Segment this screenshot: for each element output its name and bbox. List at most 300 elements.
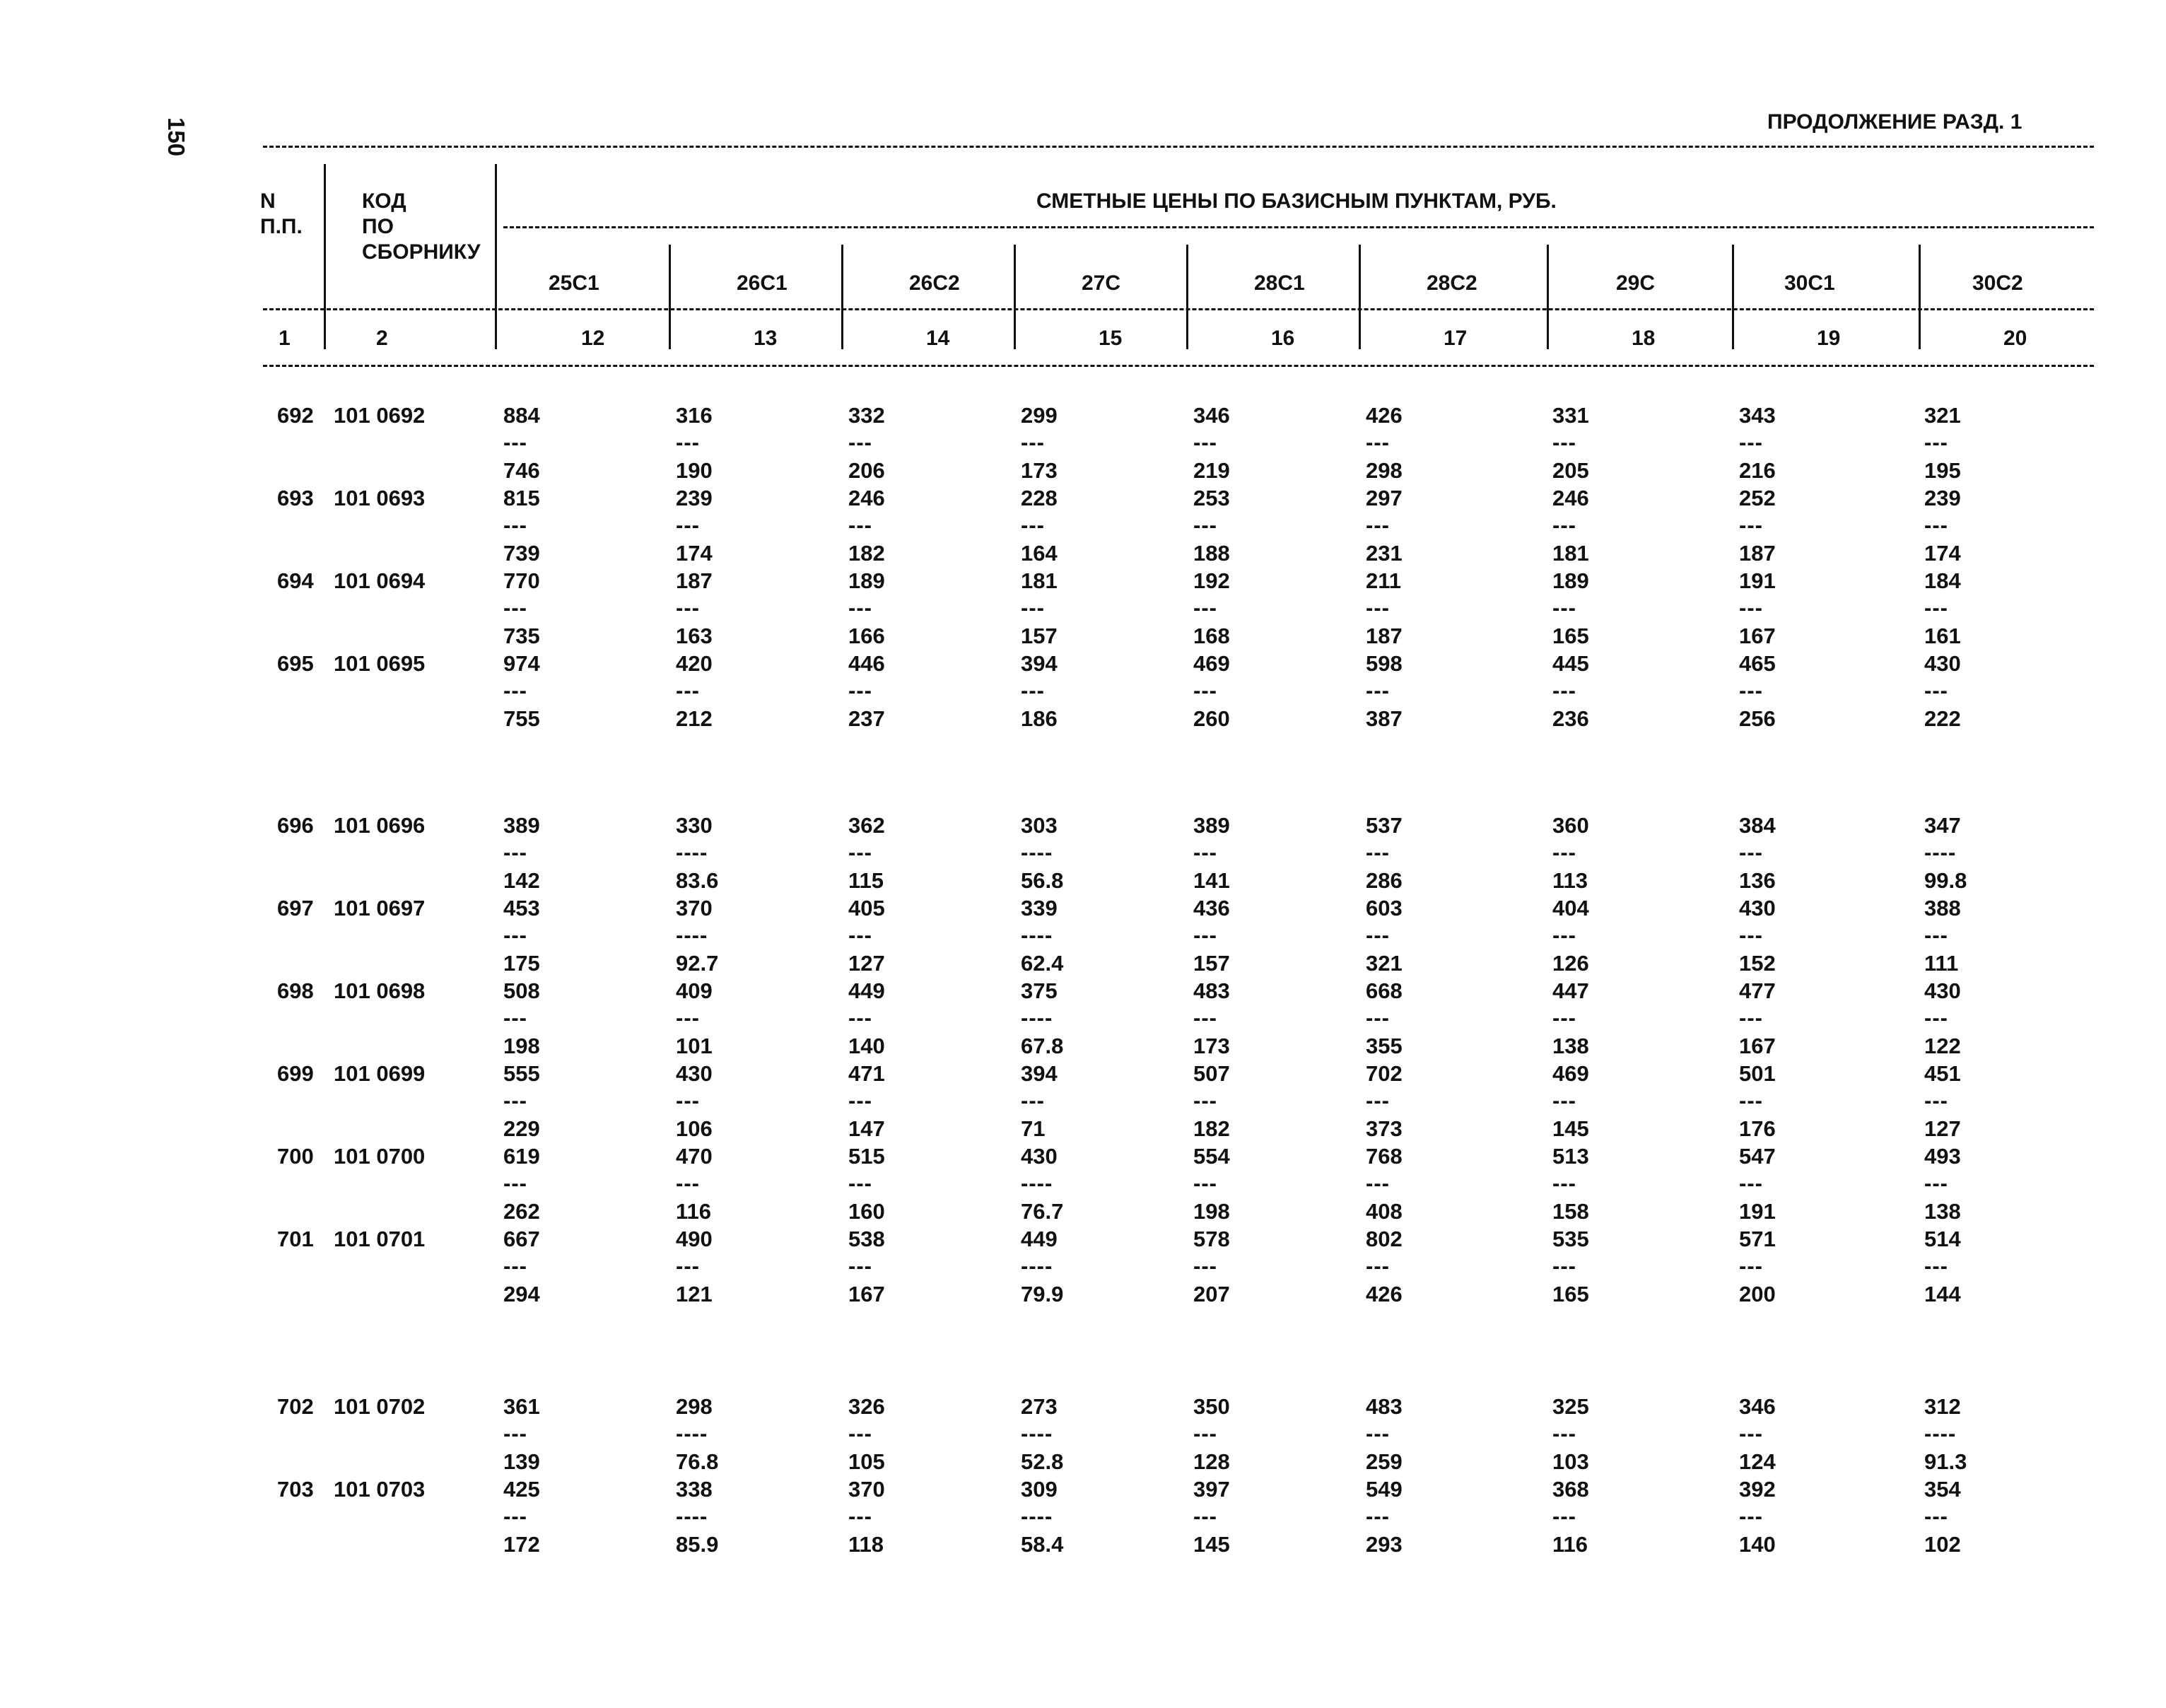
price-numerator: 312 bbox=[1924, 1394, 1961, 1419]
price-denominator: 164 bbox=[1021, 541, 1058, 566]
price-numerator: 392 bbox=[1739, 1477, 1776, 1502]
row-code: 101 0703 bbox=[334, 1477, 426, 1502]
price-numerator: 239 bbox=[676, 486, 713, 510]
price-numerator: 667 bbox=[503, 1227, 540, 1251]
fraction-bar: --- bbox=[503, 1088, 527, 1113]
fraction-bar: --- bbox=[1193, 595, 1217, 620]
price-denominator: 739 bbox=[503, 541, 540, 566]
price-numerator: 375 bbox=[1021, 978, 1058, 1003]
price-numerator: 192 bbox=[1193, 568, 1230, 593]
price-denominator: 124 bbox=[1739, 1449, 1776, 1474]
row-number: 693 bbox=[277, 486, 314, 510]
price-denominator: 147 bbox=[848, 1116, 885, 1141]
fraction-bar: --- bbox=[1552, 678, 1576, 703]
fraction-bar: --- bbox=[1924, 923, 1948, 947]
price-denominator: 166 bbox=[848, 624, 885, 648]
fraction-bar: --- bbox=[1924, 1005, 1948, 1030]
price-numerator: 409 bbox=[676, 978, 713, 1003]
price-denominator: 115 bbox=[848, 868, 884, 893]
header-bottom-rule bbox=[263, 365, 2094, 367]
row-code: 101 0697 bbox=[334, 896, 426, 920]
price-numerator: 189 bbox=[1552, 568, 1589, 593]
price-denominator: 139 bbox=[503, 1449, 540, 1474]
price-numerator: 535 bbox=[1552, 1227, 1589, 1251]
price-numerator: 184 bbox=[1924, 568, 1961, 593]
price-denominator: 167 bbox=[1739, 1034, 1776, 1058]
price-numerator: 331 bbox=[1552, 403, 1589, 428]
col-separator-10 bbox=[1919, 245, 1921, 349]
price-numerator: 343 bbox=[1739, 403, 1776, 428]
row-number: 700 bbox=[277, 1144, 314, 1169]
fraction-bar: --- bbox=[1193, 678, 1217, 703]
price-numerator: 347 bbox=[1924, 813, 1961, 838]
row-code: 101 0702 bbox=[334, 1394, 426, 1419]
fraction-bar: --- bbox=[1021, 1088, 1045, 1113]
price-numerator: 884 bbox=[503, 403, 540, 428]
price-numerator: 339 bbox=[1021, 896, 1058, 920]
row-number: 701 bbox=[277, 1227, 314, 1251]
fraction-bar: --- bbox=[1924, 1171, 1948, 1195]
price-numerator: 815 bbox=[503, 486, 540, 510]
fraction-bar: --- bbox=[1366, 513, 1390, 537]
price-denominator: 286 bbox=[1366, 868, 1403, 893]
row-number: 699 bbox=[277, 1061, 314, 1086]
point-label: 29С bbox=[1616, 271, 1656, 295]
price-denominator: 165 bbox=[1552, 624, 1589, 648]
price-denominator: 116 bbox=[1552, 1532, 1588, 1557]
price-numerator: 368 bbox=[1552, 1477, 1589, 1502]
price-numerator: 420 bbox=[676, 651, 713, 676]
price-numerator: 303 bbox=[1021, 813, 1058, 838]
col-separator-7 bbox=[1359, 245, 1361, 349]
price-denominator: 174 bbox=[676, 541, 713, 566]
price-denominator: 144 bbox=[1924, 1282, 1961, 1306]
price-numerator: 346 bbox=[1739, 1394, 1776, 1419]
row-code: 101 0693 bbox=[334, 486, 426, 510]
price-denominator: 237 bbox=[848, 706, 885, 731]
header-prices-title: СМЕТНЫЕ ЦЕНЫ ПО БАЗИСНЫМ ПУНКТАМ, РУБ. bbox=[1036, 189, 1557, 213]
price-numerator: 513 bbox=[1552, 1144, 1589, 1169]
fraction-bar: --- bbox=[676, 430, 700, 455]
fraction-bar: --- bbox=[1193, 923, 1217, 947]
price-numerator: 471 bbox=[848, 1061, 885, 1086]
fraction-bar: ---- bbox=[1021, 1253, 1053, 1278]
fraction-bar: --- bbox=[503, 430, 527, 455]
price-denominator: 182 bbox=[1193, 1116, 1230, 1141]
price-numerator: 549 bbox=[1366, 1477, 1403, 1502]
fraction-bar: ---- bbox=[1021, 923, 1053, 947]
fraction-bar: --- bbox=[503, 595, 527, 620]
price-numerator: 405 bbox=[848, 896, 885, 920]
price-denominator: 173 bbox=[1193, 1034, 1230, 1058]
price-denominator: 373 bbox=[1366, 1116, 1403, 1141]
price-denominator: 173 bbox=[1021, 458, 1058, 483]
point-label: 25С1 bbox=[549, 271, 599, 295]
fraction-bar: --- bbox=[1552, 923, 1576, 947]
col-number: 15 bbox=[1099, 327, 1123, 350]
fraction-bar: --- bbox=[1552, 513, 1576, 537]
price-denominator: 231 bbox=[1366, 541, 1403, 566]
fraction-bar: --- bbox=[503, 923, 527, 947]
price-numerator: 252 bbox=[1739, 486, 1776, 510]
price-denominator: 735 bbox=[503, 624, 540, 648]
price-denominator: 67.8 bbox=[1021, 1034, 1064, 1058]
price-denominator: 165 bbox=[1552, 1282, 1589, 1306]
header-n: N bbox=[260, 189, 276, 213]
price-numerator: 508 bbox=[503, 978, 540, 1003]
fraction-bar: --- bbox=[848, 1171, 872, 1195]
price-numerator: 470 bbox=[676, 1144, 713, 1169]
fraction-bar: --- bbox=[1366, 595, 1390, 620]
price-numerator: 702 bbox=[1366, 1061, 1403, 1086]
price-denominator: 79.9 bbox=[1021, 1282, 1064, 1306]
price-denominator: 160 bbox=[848, 1199, 885, 1224]
point-label: 28С2 bbox=[1427, 271, 1477, 295]
price-numerator: 354 bbox=[1924, 1477, 1961, 1502]
price-numerator: 273 bbox=[1021, 1394, 1058, 1419]
price-numerator: 571 bbox=[1739, 1227, 1776, 1251]
fraction-bar: --- bbox=[848, 1504, 872, 1528]
fraction-bar: --- bbox=[1552, 1171, 1576, 1195]
price-denominator: 83.6 bbox=[676, 868, 719, 893]
price-denominator: 56.8 bbox=[1021, 868, 1064, 893]
header-code-3: СБОРНИКУ bbox=[362, 240, 481, 264]
row-number: 694 bbox=[277, 568, 314, 593]
price-numerator: 598 bbox=[1366, 651, 1403, 676]
header-pp: П.П. bbox=[260, 215, 303, 238]
fraction-bar: --- bbox=[676, 1088, 700, 1113]
price-numerator: 370 bbox=[676, 896, 713, 920]
price-numerator: 430 bbox=[1739, 896, 1776, 920]
fraction-bar: --- bbox=[1366, 1171, 1390, 1195]
fraction-bar: --- bbox=[1924, 1504, 1948, 1528]
col-number: 17 bbox=[1444, 327, 1468, 350]
price-denominator: 105 bbox=[848, 1449, 885, 1474]
fraction-bar: --- bbox=[1193, 1088, 1217, 1113]
price-numerator: 469 bbox=[1552, 1061, 1589, 1086]
price-denominator: 76.7 bbox=[1021, 1199, 1064, 1224]
col-separator-2 bbox=[495, 164, 497, 349]
price-numerator: 469 bbox=[1193, 651, 1230, 676]
price-numerator: 515 bbox=[848, 1144, 885, 1169]
price-denominator: 186 bbox=[1021, 706, 1058, 731]
fraction-bar: --- bbox=[676, 1253, 700, 1278]
price-denominator: 121 bbox=[676, 1282, 713, 1306]
price-numerator: 394 bbox=[1021, 651, 1058, 676]
fraction-bar: --- bbox=[1193, 1005, 1217, 1030]
price-denominator: 182 bbox=[848, 541, 885, 566]
fraction-bar: --- bbox=[848, 1253, 872, 1278]
price-denominator: 141 bbox=[1193, 868, 1230, 893]
price-denominator: 101 bbox=[676, 1034, 713, 1058]
fraction-bar: --- bbox=[1021, 513, 1045, 537]
fraction-bar: --- bbox=[848, 1421, 872, 1446]
price-numerator: 332 bbox=[848, 403, 885, 428]
price-denominator: 172 bbox=[503, 1532, 540, 1557]
fraction-bar: --- bbox=[1193, 1421, 1217, 1446]
price-denominator: 138 bbox=[1552, 1034, 1589, 1058]
price-denominator: 205 bbox=[1552, 458, 1589, 483]
price-numerator: 389 bbox=[503, 813, 540, 838]
price-numerator: 246 bbox=[848, 486, 885, 510]
price-denominator: 262 bbox=[503, 1199, 540, 1224]
price-numerator: 298 bbox=[676, 1394, 713, 1419]
price-numerator: 316 bbox=[676, 403, 713, 428]
fraction-bar: ---- bbox=[676, 923, 708, 947]
price-denominator: 181 bbox=[1552, 541, 1589, 566]
row-number: 692 bbox=[277, 403, 314, 428]
col-separator-5 bbox=[1014, 245, 1016, 349]
header-code-2: ПО bbox=[362, 215, 394, 238]
col-number: 12 bbox=[581, 327, 605, 350]
price-denominator: 138 bbox=[1924, 1199, 1961, 1224]
price-numerator: 770 bbox=[503, 568, 540, 593]
continuation-label: ПРОДОЛЖЕНИЕ РАЗД. 1 bbox=[1767, 110, 2022, 134]
prices-title-rule bbox=[503, 226, 2094, 228]
price-numerator: 370 bbox=[848, 1477, 885, 1502]
point-label: 28С1 bbox=[1254, 271, 1305, 295]
page-number: 150 bbox=[163, 117, 189, 157]
price-numerator: 430 bbox=[1021, 1144, 1058, 1169]
fraction-bar: --- bbox=[503, 840, 527, 865]
price-denominator: 321 bbox=[1366, 951, 1403, 976]
price-denominator: 106 bbox=[676, 1116, 713, 1141]
price-numerator: 189 bbox=[848, 568, 885, 593]
price-numerator: 430 bbox=[1924, 651, 1961, 676]
fraction-bar: --- bbox=[1366, 840, 1390, 865]
price-denominator: 190 bbox=[676, 458, 713, 483]
col-number: 16 bbox=[1271, 327, 1295, 350]
col-separator-4 bbox=[841, 245, 843, 349]
row-code: 101 0699 bbox=[334, 1061, 426, 1086]
fraction-bar: --- bbox=[1739, 1088, 1763, 1113]
fraction-bar: ---- bbox=[676, 1504, 708, 1528]
price-denominator: 58.4 bbox=[1021, 1532, 1064, 1557]
col-number: 1 bbox=[279, 327, 291, 350]
price-denominator: 122 bbox=[1924, 1034, 1961, 1058]
fraction-bar: --- bbox=[503, 513, 527, 537]
fraction-bar: --- bbox=[1739, 595, 1763, 620]
price-denominator: 113 bbox=[1552, 868, 1588, 893]
fraction-bar: ---- bbox=[1021, 1421, 1053, 1446]
price-denominator: 128 bbox=[1193, 1449, 1230, 1474]
fraction-bar: --- bbox=[1552, 595, 1576, 620]
price-numerator: 321 bbox=[1924, 403, 1961, 428]
fraction-bar: --- bbox=[1366, 1504, 1390, 1528]
price-denominator: 157 bbox=[1021, 624, 1058, 648]
row-code: 101 0700 bbox=[334, 1144, 426, 1169]
row-number: 695 bbox=[277, 651, 314, 676]
price-denominator: 207 bbox=[1193, 1282, 1230, 1306]
col-separator-8 bbox=[1547, 245, 1549, 349]
fraction-bar: --- bbox=[1366, 1253, 1390, 1278]
fraction-bar: --- bbox=[1552, 430, 1576, 455]
price-numerator: 394 bbox=[1021, 1061, 1058, 1086]
price-denominator: 118 bbox=[848, 1532, 884, 1557]
price-numerator: 346 bbox=[1193, 403, 1230, 428]
price-numerator: 297 bbox=[1366, 486, 1403, 510]
price-denominator: 127 bbox=[848, 951, 885, 976]
col-number: 14 bbox=[926, 327, 950, 350]
price-denominator: 126 bbox=[1552, 951, 1589, 976]
price-numerator: 325 bbox=[1552, 1394, 1589, 1419]
price-denominator: 52.8 bbox=[1021, 1449, 1064, 1474]
price-denominator: 191 bbox=[1739, 1199, 1776, 1224]
price-numerator: 554 bbox=[1193, 1144, 1230, 1169]
price-denominator: 85.9 bbox=[676, 1532, 719, 1557]
price-numerator: 239 bbox=[1924, 486, 1961, 510]
fraction-bar: --- bbox=[1739, 923, 1763, 947]
price-numerator: 430 bbox=[1924, 978, 1961, 1003]
price-denominator: 99.8 bbox=[1924, 868, 1967, 893]
price-numerator: 309 bbox=[1021, 1477, 1058, 1502]
fraction-bar: --- bbox=[1021, 595, 1045, 620]
fraction-bar: --- bbox=[1366, 678, 1390, 703]
price-denominator: 152 bbox=[1739, 951, 1776, 976]
price-denominator: 167 bbox=[848, 1282, 885, 1306]
fraction-bar: --- bbox=[503, 1005, 527, 1030]
price-denominator: 187 bbox=[1739, 541, 1776, 566]
fraction-bar: --- bbox=[1366, 1421, 1390, 1446]
col-separator-3 bbox=[669, 245, 671, 349]
price-denominator: 188 bbox=[1193, 541, 1230, 566]
fraction-bar: --- bbox=[1739, 1504, 1763, 1528]
fraction-bar: --- bbox=[1924, 1253, 1948, 1278]
row-number: 698 bbox=[277, 978, 314, 1003]
price-numerator: 211 bbox=[1366, 568, 1402, 593]
price-numerator: 547 bbox=[1739, 1144, 1776, 1169]
price-numerator: 537 bbox=[1366, 813, 1403, 838]
fraction-bar: --- bbox=[1924, 678, 1948, 703]
fraction-bar: --- bbox=[1366, 1088, 1390, 1113]
fraction-bar: --- bbox=[1552, 840, 1576, 865]
price-numerator: 246 bbox=[1552, 486, 1589, 510]
fraction-bar: --- bbox=[503, 1253, 527, 1278]
price-denominator: 102 bbox=[1924, 1532, 1961, 1557]
fraction-bar: --- bbox=[676, 1171, 700, 1195]
price-denominator: 195 bbox=[1924, 458, 1961, 483]
price-numerator: 426 bbox=[1366, 403, 1403, 428]
price-denominator: 103 bbox=[1552, 1449, 1589, 1474]
price-denominator: 236 bbox=[1552, 706, 1589, 731]
price-numerator: 425 bbox=[503, 1477, 540, 1502]
price-denominator: 200 bbox=[1739, 1282, 1776, 1306]
price-denominator: 198 bbox=[1193, 1199, 1230, 1224]
price-denominator: 145 bbox=[1193, 1532, 1230, 1557]
price-denominator: 746 bbox=[503, 458, 540, 483]
fraction-bar: --- bbox=[1021, 430, 1045, 455]
price-numerator: 514 bbox=[1924, 1227, 1961, 1251]
price-numerator: 507 bbox=[1193, 1061, 1230, 1086]
fraction-bar: --- bbox=[1739, 1005, 1763, 1030]
row-number: 696 bbox=[277, 813, 314, 838]
price-denominator: 167 bbox=[1739, 624, 1776, 648]
fraction-bar: --- bbox=[1924, 1088, 1948, 1113]
price-denominator: 174 bbox=[1924, 541, 1961, 566]
fraction-bar: --- bbox=[1366, 1005, 1390, 1030]
fraction-bar: --- bbox=[1924, 513, 1948, 537]
fraction-bar: --- bbox=[848, 678, 872, 703]
price-numerator: 802 bbox=[1366, 1227, 1403, 1251]
row-number: 703 bbox=[277, 1477, 314, 1502]
price-numerator: 490 bbox=[676, 1227, 713, 1251]
fraction-bar: --- bbox=[1021, 678, 1045, 703]
price-numerator: 389 bbox=[1193, 813, 1230, 838]
price-numerator: 360 bbox=[1552, 813, 1589, 838]
fraction-bar: --- bbox=[1552, 1253, 1576, 1278]
point-label: 30С2 bbox=[1972, 271, 2023, 295]
fraction-bar: --- bbox=[676, 678, 700, 703]
fraction-bar: --- bbox=[848, 1088, 872, 1113]
price-denominator: 219 bbox=[1193, 458, 1230, 483]
point-label: 27С bbox=[1082, 271, 1121, 295]
price-numerator: 404 bbox=[1552, 896, 1589, 920]
price-denominator: 142 bbox=[503, 868, 540, 893]
price-denominator: 168 bbox=[1193, 624, 1230, 648]
fraction-bar: --- bbox=[1193, 1504, 1217, 1528]
price-denominator: 408 bbox=[1366, 1199, 1403, 1224]
fraction-bar: ---- bbox=[1924, 1421, 1957, 1446]
fraction-bar: --- bbox=[676, 1005, 700, 1030]
price-denominator: 158 bbox=[1552, 1199, 1589, 1224]
price-numerator: 974 bbox=[503, 651, 540, 676]
price-numerator: 338 bbox=[676, 1477, 713, 1502]
fraction-bar: --- bbox=[1193, 840, 1217, 865]
price-numerator: 436 bbox=[1193, 896, 1230, 920]
price-numerator: 538 bbox=[848, 1227, 885, 1251]
price-numerator: 362 bbox=[848, 813, 885, 838]
price-numerator: 350 bbox=[1193, 1394, 1230, 1419]
point-label: 26С2 bbox=[909, 271, 960, 295]
point-label: 26С1 bbox=[737, 271, 788, 295]
col-separator-1 bbox=[324, 164, 326, 349]
price-denominator: 259 bbox=[1366, 1449, 1403, 1474]
price-denominator: 206 bbox=[848, 458, 885, 483]
fraction-bar: --- bbox=[1552, 1005, 1576, 1030]
price-denominator: 426 bbox=[1366, 1282, 1403, 1306]
fraction-bar: --- bbox=[676, 595, 700, 620]
fraction-bar: --- bbox=[1552, 1421, 1576, 1446]
fraction-bar: --- bbox=[1193, 513, 1217, 537]
price-denominator: 294 bbox=[503, 1282, 540, 1306]
fraction-bar: --- bbox=[503, 1504, 527, 1528]
row-code: 101 0696 bbox=[334, 813, 426, 838]
fraction-bar: --- bbox=[503, 1171, 527, 1195]
row-code: 101 0694 bbox=[334, 568, 426, 593]
price-numerator: 501 bbox=[1739, 1061, 1776, 1086]
price-denominator: 92.7 bbox=[676, 951, 719, 976]
top-rule bbox=[263, 146, 2094, 148]
fraction-bar: --- bbox=[1739, 1253, 1763, 1278]
fraction-bar: ---- bbox=[1021, 1171, 1053, 1195]
fraction-bar: --- bbox=[1924, 595, 1948, 620]
price-denominator: 298 bbox=[1366, 458, 1403, 483]
price-denominator: 116 bbox=[676, 1199, 712, 1224]
price-numerator: 578 bbox=[1193, 1227, 1230, 1251]
price-numerator: 384 bbox=[1739, 813, 1776, 838]
price-numerator: 361 bbox=[503, 1394, 540, 1419]
fraction-bar: --- bbox=[848, 430, 872, 455]
col-number: 18 bbox=[1632, 327, 1656, 350]
fraction-bar: --- bbox=[1193, 430, 1217, 455]
fraction-bar: --- bbox=[503, 678, 527, 703]
price-denominator: 127 bbox=[1924, 1116, 1961, 1141]
price-denominator: 755 bbox=[503, 706, 540, 731]
fraction-bar: ---- bbox=[1021, 840, 1053, 865]
price-denominator: 161 bbox=[1924, 624, 1961, 648]
fraction-bar: ---- bbox=[676, 840, 708, 865]
fraction-bar: --- bbox=[1739, 1171, 1763, 1195]
